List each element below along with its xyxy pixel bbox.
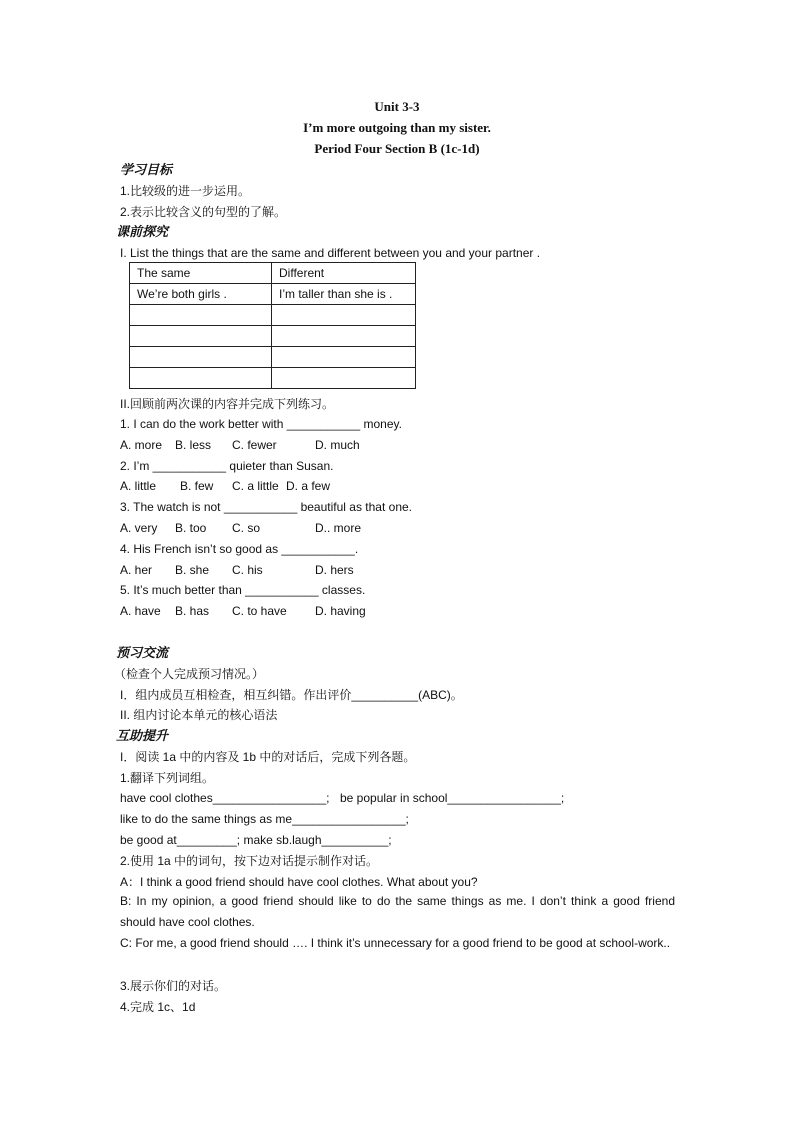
objectives-heading: 学习目标 — [120, 162, 173, 177]
table-cell[interactable] — [272, 305, 416, 326]
option-a: A. more — [120, 438, 163, 452]
exchange-note: （检查个人完成预习情况。） — [114, 667, 265, 681]
option-d: D. a few — [286, 479, 331, 493]
option-b: B. less — [175, 438, 212, 452]
improve-item: I．阅读 1a 中的内容及 1b 中的对话后，完成下列各题。 — [120, 750, 416, 764]
option-c: C. to have — [232, 604, 287, 618]
table-cell[interactable] — [272, 326, 416, 347]
dialog-line-c: C: For me, a good friend should …. I think it’s unnecessary for a good friend to be good at school-work.. — [120, 936, 671, 950]
table-row — [130, 326, 416, 347]
option-a: A. very — [120, 521, 158, 535]
table-row — [130, 284, 416, 305]
table-row — [130, 368, 416, 389]
table-row — [130, 347, 416, 368]
objective-item: 2.表示比较含义的句型的了解。 — [120, 205, 287, 219]
exchange-item: II. 组内讨论本单元的核心语法 — [120, 708, 278, 722]
lesson-title: I’m more outgoing than my sister. — [303, 120, 491, 135]
objective-item: 1.比较级的进一步运用。 — [120, 184, 251, 198]
option-b: B. she — [175, 563, 210, 577]
option-c: C. fewer — [232, 438, 277, 452]
option-c: C. a little — [232, 479, 279, 493]
table-cell[interactable] — [130, 368, 272, 389]
option-b: B. has — [175, 604, 210, 618]
period-title: Period Four Section B (1c-1d) — [314, 141, 480, 156]
table-cell[interactable] — [272, 368, 416, 389]
table-row — [130, 305, 416, 326]
table-header-cell: The same — [130, 263, 272, 284]
phrase-line: be good at_________; make sb.laugh__________; — [120, 833, 392, 847]
table-cell: We’re both girls . — [130, 284, 272, 305]
option-d: D.. more — [315, 521, 362, 535]
exchange-heading: 预习交流 — [116, 645, 169, 660]
question-text: 5. It’s much better than ___________ classes. — [120, 583, 366, 597]
option-d: D. having — [315, 604, 366, 618]
table-header-row — [130, 263, 416, 284]
sub-instruction: 3.展示你们的对话。 — [120, 979, 227, 993]
phrase-line: be popular in school_________________; — [340, 791, 565, 805]
improve-heading: 互助提升 — [116, 728, 169, 743]
question-text: 3. The watch is not ___________ beautiful as that one. — [120, 500, 412, 514]
option-a: A. have — [120, 604, 161, 618]
question-text: 2. I’m ___________ quieter than Susan. — [120, 459, 334, 473]
unit-title: Unit 3-3 — [374, 99, 420, 114]
part1-instruction: I. List the things that are the same and different between you and your partner . — [120, 246, 541, 260]
option-b: B. too — [175, 521, 207, 535]
sub-instruction: 1.翻译下列词组。 — [120, 771, 215, 785]
option-d: D. much — [315, 438, 360, 452]
table-cell[interactable] — [130, 347, 272, 368]
table-cell[interactable] — [130, 326, 272, 347]
dialog-line-a: A：I think a good friend should have cool clothes. What about you? — [120, 875, 478, 889]
table-cell: I’m taller than she is . — [272, 284, 416, 305]
table-header-cell: Different — [272, 263, 416, 284]
option-c: C. so — [232, 521, 261, 535]
option-c: C. his — [232, 563, 263, 577]
part2-instruction: II.回顾前两次课的内容并完成下列练习。 — [120, 397, 335, 411]
exchange-item: I．组内成员互相检查，相互纠错。作出评价__________(ABC)。 — [120, 688, 463, 702]
option-d: D. hers — [315, 563, 354, 577]
table-cell[interactable] — [272, 347, 416, 368]
table-cell[interactable] — [130, 305, 272, 326]
phrase-line: have cool clothes_________________; — [120, 791, 330, 805]
question-text: 1. I can do the work better with ___________ money. — [120, 417, 402, 431]
question-text: 4. His French isn’t so good as ___________. — [120, 542, 359, 556]
comparison-table — [129, 262, 416, 389]
sub-instruction: 4.完成 1c、1d — [120, 1000, 196, 1014]
sub-instruction: 2.使用 1a 中的词句，按下边对话提示制作对话。 — [120, 854, 379, 868]
dialog-line-b: B: In my opinion, a good friend should like to do the same things as me. I don’t think a good friend should have cool clothes. — [120, 894, 675, 929]
phrase-line: like to do the same things as me_________________; — [120, 812, 409, 826]
option-a: A. her — [120, 563, 153, 577]
option-a: A. little — [120, 479, 157, 493]
preview-heading: 课前探究 — [116, 224, 169, 239]
option-b: B. few — [180, 479, 214, 493]
